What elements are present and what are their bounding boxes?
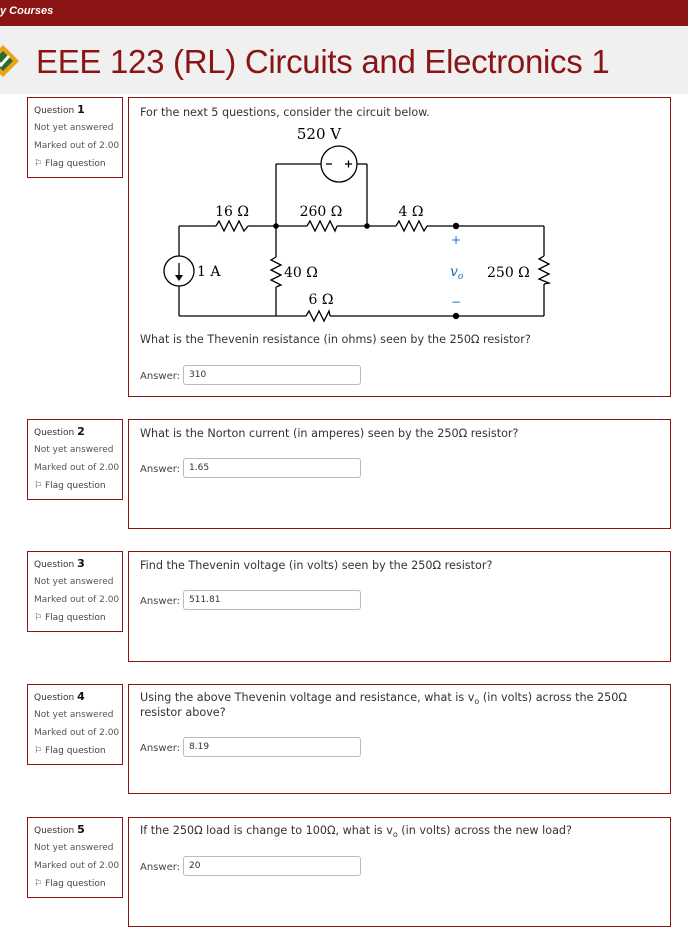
r2-label: 260 Ω bbox=[299, 204, 343, 220]
question-info-4 bbox=[27, 684, 123, 765]
question-box-1 bbox=[128, 97, 671, 397]
answer-row bbox=[140, 370, 207, 382]
question-status: Not yet answered bbox=[34, 577, 114, 587]
flag-question-button[interactable] bbox=[34, 155, 122, 173]
question-label: Question bbox=[34, 428, 75, 438]
r1-label: 16 Ω bbox=[215, 204, 249, 220]
flag-question-button[interactable] bbox=[34, 875, 122, 893]
flag-icon: ⚐ bbox=[34, 481, 43, 491]
answer-label: Answer: bbox=[140, 371, 181, 382]
terminal-dot bbox=[453, 223, 459, 229]
question-text: What is the Norton current (in amperes) seen by the 250Ω resistor? bbox=[140, 427, 519, 440]
question-status: Not yet answered bbox=[34, 445, 114, 455]
question-subtext: What is the Thevenin resistance (in ohms) seen by the 250Ω resistor? bbox=[140, 333, 531, 346]
node-dot bbox=[364, 223, 370, 229]
answer-row bbox=[140, 463, 210, 475]
flag-label: Flag question bbox=[44, 746, 106, 756]
minus-terminal-label: − bbox=[450, 295, 462, 309]
question-info-5 bbox=[27, 817, 123, 898]
course-header bbox=[0, 26, 688, 94]
answer-row bbox=[140, 861, 201, 873]
resistor-6-icon bbox=[306, 311, 330, 321]
answer-row bbox=[140, 742, 210, 754]
question-text-line2: resistor above? bbox=[140, 706, 226, 719]
resistor-16-icon bbox=[216, 221, 248, 231]
question-marks: Marked out of 2.00 bbox=[34, 728, 120, 738]
question-info-3 bbox=[27, 551, 123, 632]
answer-label: Answer: bbox=[140, 464, 181, 475]
answer-input[interactable]: 511.81 bbox=[183, 590, 361, 610]
question-info-1 bbox=[27, 97, 123, 178]
flag-question-button[interactable] bbox=[34, 742, 122, 760]
r5-label: 6 Ω bbox=[308, 292, 334, 308]
r-load-label: 250 Ω bbox=[487, 265, 530, 281]
circuit-diagram bbox=[159, 120, 559, 330]
courses-link[interactable]: y Courses bbox=[0, 5, 54, 17]
course-logo-icon bbox=[0, 44, 20, 78]
voltage-source-label: 520 V bbox=[296, 125, 342, 143]
question-label: Question bbox=[34, 826, 75, 836]
question-label: Question bbox=[34, 560, 75, 570]
answer-input[interactable]: 20 bbox=[183, 856, 361, 876]
vo-label: $v_o$ bbox=[450, 264, 464, 282]
question-status: Not yet answered bbox=[34, 123, 114, 133]
question-text: Find the Thevenin voltage (in volts) seen by the 250Ω resistor? bbox=[140, 559, 493, 572]
plus-terminal-label: + bbox=[450, 233, 462, 247]
page-title: EEE 123 (RL) Circuits and Electronics 1 bbox=[36, 43, 610, 80]
answer-row bbox=[140, 595, 221, 607]
flag-question-button[interactable] bbox=[34, 609, 122, 627]
question-number: 4 bbox=[77, 690, 85, 703]
answer-input[interactable]: 1.65 bbox=[183, 458, 361, 478]
flag-label: Flag question bbox=[44, 481, 106, 491]
question-number: 5 bbox=[77, 823, 85, 836]
answer-input[interactable]: 8.19 bbox=[183, 737, 361, 757]
question-box-5 bbox=[128, 817, 671, 927]
r3-label: 4 Ω bbox=[398, 204, 424, 220]
question-marks: Marked out of 2.00 bbox=[34, 463, 120, 473]
node-dot bbox=[273, 223, 279, 229]
flag-icon: ⚐ bbox=[34, 159, 43, 169]
question-number: 3 bbox=[77, 557, 85, 570]
terminal-dot bbox=[453, 313, 459, 319]
flag-question-button[interactable] bbox=[34, 477, 122, 495]
flag-icon: ⚐ bbox=[34, 613, 43, 623]
question-box-3 bbox=[128, 551, 671, 662]
flag-label: Flag question bbox=[44, 613, 106, 623]
question-label: Question bbox=[34, 693, 75, 703]
answer-input[interactable]: 310 bbox=[183, 365, 361, 385]
current-source-label: 1 A bbox=[197, 264, 221, 280]
question-status: Not yet answered bbox=[34, 843, 114, 853]
question-number: 1 bbox=[77, 103, 85, 116]
answer-label: Answer: bbox=[140, 862, 181, 873]
resistor-40-icon bbox=[271, 257, 281, 287]
resistor-4-icon bbox=[396, 221, 427, 231]
resistor-250-icon bbox=[539, 256, 549, 284]
question-marks: Marked out of 2.00 bbox=[34, 141, 120, 151]
question-text: If the 250Ω load is change to 100Ω, what is $v_o$ (in volts) across the new load? bbox=[140, 824, 572, 840]
resistor-260-icon bbox=[307, 221, 337, 231]
question-number: 2 bbox=[77, 425, 85, 438]
question-info-2 bbox=[27, 419, 123, 500]
question-text: Using the above Thevenin voltage and resistance, what is $v_o$ (in volts) across the 250Ω bbox=[140, 691, 627, 707]
question-marks: Marked out of 2.00 bbox=[34, 861, 120, 871]
question-box-2 bbox=[128, 419, 671, 529]
r4-label: 40 Ω bbox=[284, 265, 318, 281]
question-text: For the next 5 questions, consider the circuit below. bbox=[140, 106, 430, 119]
question-box-4 bbox=[128, 684, 671, 794]
flag-icon: ⚐ bbox=[34, 879, 43, 889]
question-label: Question bbox=[34, 106, 75, 116]
answer-label: Answer: bbox=[140, 743, 181, 754]
top-navbar bbox=[0, 0, 688, 26]
question-marks: Marked out of 2.00 bbox=[34, 595, 120, 605]
flag-icon: ⚐ bbox=[34, 746, 43, 756]
flag-label: Flag question bbox=[44, 159, 106, 169]
flag-label: Flag question bbox=[44, 879, 106, 889]
answer-label: Answer: bbox=[140, 596, 181, 607]
question-status: Not yet answered bbox=[34, 710, 114, 720]
